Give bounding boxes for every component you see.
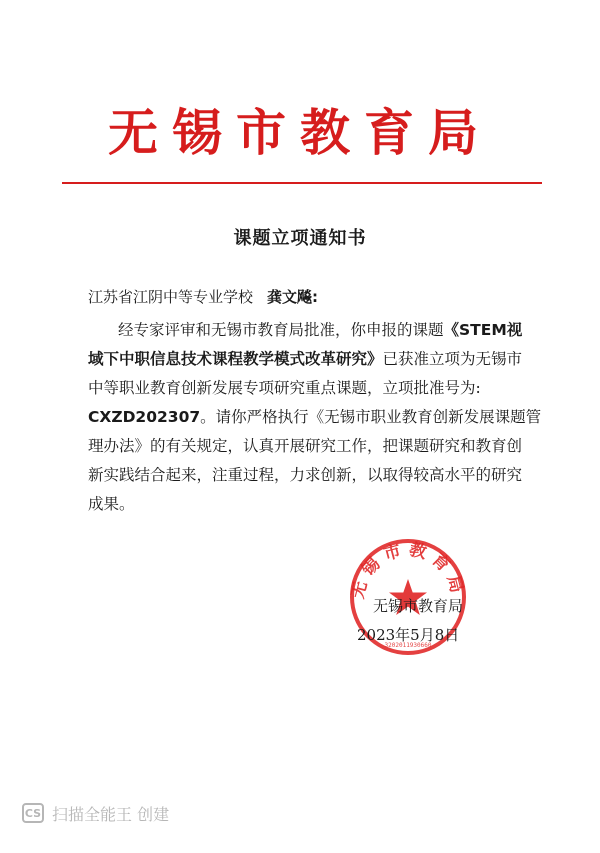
- body-line-3: 中等职业教育创新发展专项研究重点课题，立项批准号为:: [88, 379, 481, 397]
- body-line-2: [88, 350, 522, 369]
- body-line-1: [118, 321, 522, 340]
- watermark-text: 扫描全能王 创建: [52, 804, 170, 824]
- body-line-6: 新实践结合起来，注重过程，力求创新，以取得较高水平的研究: [88, 466, 523, 484]
- body-line-4: [88, 408, 541, 427]
- body-text: 。请你严格执行《无锡市职业教育创新发展课题管: [200, 408, 542, 426]
- project-title-end: 域下中职信息技术课程教学模式改革研究》: [88, 350, 383, 368]
- recipient-line: [88, 288, 318, 306]
- scanner-watermark: [22, 802, 169, 824]
- camscanner-icon: CS: [22, 803, 44, 823]
- recipient-name: 龚文飚:: [267, 288, 319, 306]
- issue-date: 2023年5月8日: [357, 626, 460, 644]
- letterhead-divider: [62, 182, 542, 184]
- issuer-signature: 无锡市教育局: [373, 597, 464, 615]
- body-line-7: 成果。: [88, 495, 135, 513]
- approval-number: CXZD202307: [88, 408, 201, 426]
- seal-code: 3202011930660: [384, 642, 432, 649]
- project-title-start: 《STEM视: [443, 321, 523, 339]
- body-line-5: 理办法》的有关规定，认真开展研究工作，把课题研究和教育创: [88, 437, 523, 455]
- issuer-letterhead-title: 无锡市教育局: [108, 103, 492, 162]
- document-title: 课题立项通知书: [233, 228, 367, 249]
- recipient-school: 江苏省江阴中等专业学校: [88, 288, 254, 306]
- body-text: 经专家评审和无锡市教育局批准，你申报的课题: [118, 321, 444, 339]
- seal-text: 无锡市教育局: [348, 539, 468, 601]
- body-text: 已获准立项为无锡市: [382, 350, 523, 368]
